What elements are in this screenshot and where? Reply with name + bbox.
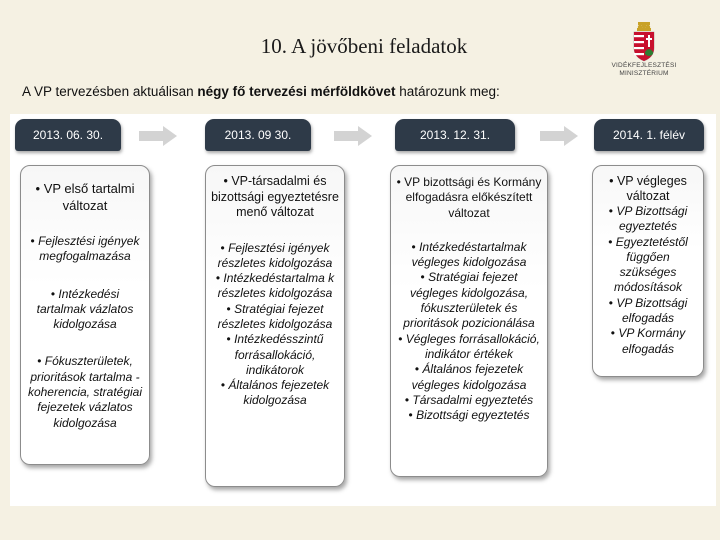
list-item: • VP Bizottsági egyeztetés bbox=[597, 204, 699, 235]
arrow-right-icon bbox=[139, 126, 177, 146]
list-item: • Fejlesztési igények megfogalmazása bbox=[27, 234, 143, 265]
slide-title: 10. A jövőbeni feladatok bbox=[260, 34, 468, 58]
list-item: • Bizottsági egyeztetés bbox=[396, 408, 542, 423]
milestone-main-text-4: • VP végleges változat bbox=[597, 174, 699, 204]
list-item: • Intézkedéstartalmak végleges kidolgozása bbox=[396, 240, 542, 271]
coat-of-arms-icon bbox=[631, 22, 657, 62]
milestone-header-3: 2013. 12. 31. bbox=[395, 119, 515, 151]
arrow-right-icon bbox=[540, 126, 578, 146]
milestone-task-list-2 bbox=[211, 241, 339, 409]
list-item: • VP Kormány elfogadás bbox=[597, 326, 699, 357]
intro-suffix: határozunk meg: bbox=[395, 84, 500, 99]
logo-text-line2: MINISZTÉRIUM bbox=[619, 70, 669, 77]
milestone-task-list-3 bbox=[396, 240, 542, 424]
milestone-task-list-4 bbox=[597, 204, 699, 357]
milestone-card-2 bbox=[205, 165, 345, 487]
intro-prefix: A VP tervezésben aktuálisan bbox=[22, 84, 198, 99]
milestone-header-1: 2013. 06. 30. bbox=[15, 119, 121, 151]
list-item: • Intézkedési tartalmak vázlatos kidolgozása bbox=[27, 287, 143, 333]
milestone-main-text-3: • VP bizottsági és Kormány elfogadásra előkészített változat bbox=[396, 175, 542, 221]
list-item: • Stratégiai fejezet részletes kidolgozása bbox=[211, 302, 339, 333]
list-item: • Intézkedéstartalma k részletes kidolgozása bbox=[211, 271, 339, 302]
list-item: • Fejlesztési igények részletes kidolgozása bbox=[211, 241, 339, 272]
ministry-logo bbox=[604, 22, 684, 88]
list-item: • Általános fejezetek végleges kidolgozása bbox=[396, 362, 542, 393]
list-item: • Stratégiai fejezet végleges kidolgozása, fókuszterületek és prioritások pozicionálása bbox=[396, 270, 542, 331]
list-item: • Fókuszterületek, prioritások tartalma - koherencia, stratégiai fejezetek vázlatos kidolgozása bbox=[27, 354, 143, 430]
milestone-card-1 bbox=[20, 165, 150, 465]
milestone-task-list-1 bbox=[27, 234, 143, 431]
milestone-main-text-1: • VP első tartalmi változat bbox=[27, 180, 143, 214]
intro-emphasis: négy fő tervezési mérföldkövet bbox=[197, 84, 396, 99]
list-item: • Intézkedésszintű forrásallokáció, indikátorok bbox=[211, 332, 339, 378]
logo-text-line1: VIDÉKFEJLESZTÉSI bbox=[611, 62, 677, 69]
list-item: • Társadalmi egyeztetés bbox=[396, 393, 542, 408]
milestone-header-2: 2013. 09 30. bbox=[205, 119, 311, 151]
intro-text bbox=[22, 84, 582, 99]
list-item: • Végleges forrásallokáció, indikátor értékek bbox=[396, 332, 542, 363]
milestone-card-4 bbox=[592, 165, 704, 377]
list-item: • Általános fejezetek kidolgozása bbox=[211, 378, 339, 409]
list-item: • VP Bizottsági elfogadás bbox=[597, 296, 699, 327]
milestone-header-4: 2014. 1. félév bbox=[594, 119, 704, 151]
arrow-right-icon bbox=[334, 126, 372, 146]
milestone-main-text-2: • VP-társadalmi és bizottsági egyeztetésre menő változat bbox=[211, 174, 339, 221]
list-item: • Egyeztetéstől függően szükséges módosítások bbox=[597, 235, 699, 296]
milestone-card-3 bbox=[390, 165, 548, 477]
